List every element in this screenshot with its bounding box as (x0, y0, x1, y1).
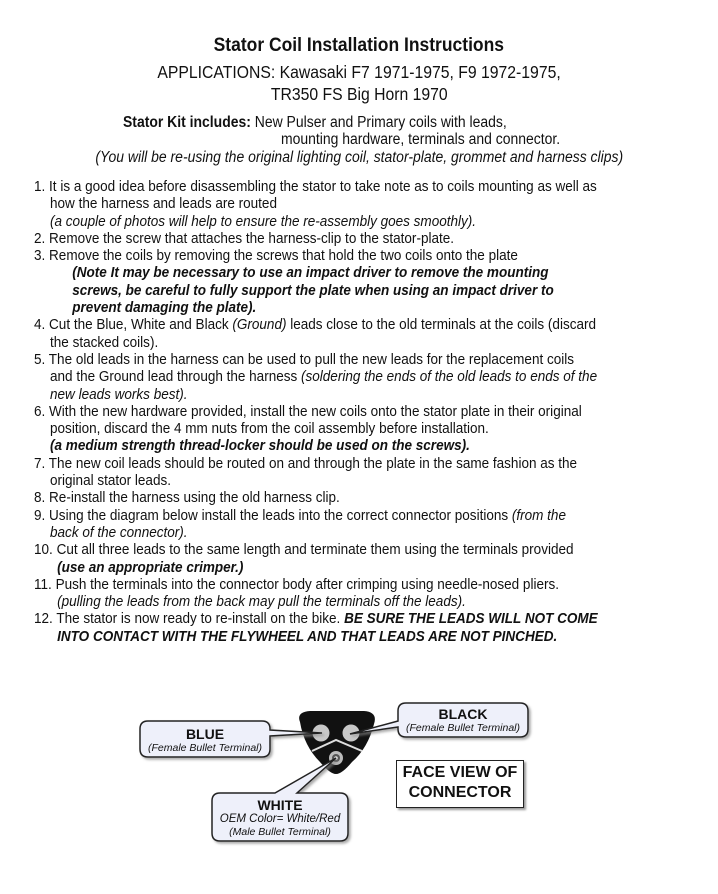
white-terminal-type: (Male Bullet Terminal) (229, 826, 331, 838)
step-number: 4. (34, 316, 46, 334)
step-2: 2. Remove the screw that attaches the harness-clip to the stator-plate. (34, 229, 455, 247)
step-5-line-2: and the Ground lead through the harness (soldering the ends of the old leads to ends of the (50, 368, 598, 386)
step-4-line-2: the stacked coils). (50, 333, 159, 351)
step-3-note-3: prevent damaging the plate). (72, 299, 257, 317)
step-5: 5. The old leads in the harness can be used to pull the new leads for the replacement coils (34, 350, 575, 368)
blue-label: BLUE (185, 726, 225, 742)
step-11: 11. Push the terminals into the connector body after crimping using needle-nosed pliers. (34, 575, 559, 593)
step-7: 7. The new coil leads should be routed on and through the plate in the same fashion as the (34, 454, 578, 472)
step-1-note: (a couple of photos will help to ensure the re-assembly goes smoothly). (50, 212, 477, 230)
step-3-note-1: (Note It may be necessary to use an impact driver to remove the mounting (72, 264, 549, 282)
kit-contents-1: New Pulser and Primary coils with leads, (250, 114, 507, 131)
applications-line-1: APPLICATIONS: Kawasaki F7 1971-1975, F9 1972-1975, (157, 62, 561, 82)
step-4: 4. Cut the Blue, White and Black (Ground) leads close to the old terminals at the coils (discard (34, 316, 597, 334)
step-12-warning: INTO CONTACT WITH THE FLYWHEEL AND THAT LEADS ARE NOT PINCHED. (57, 627, 558, 645)
step-1: 1. It is a good idea before disassembling the stator to take note as to coils mounting as well as (34, 178, 597, 195)
step-12: 12. The stator is now ready to re-install on the bike. BE SURE THE LEADS WILL NOT COME (34, 610, 598, 628)
kit-includes-line-2: mounting hardware, terminals and connector. (281, 131, 561, 148)
step-number: 12. (34, 610, 53, 628)
blue-callout-text (140, 726, 270, 755)
step-5-line-3: new leads works best). (50, 385, 188, 403)
step-9-line-2: back of the connector). (50, 523, 188, 541)
blue-terminal-type: (Female Bullet Terminal) (148, 742, 262, 754)
step-7-line-2: original stator leads. (50, 472, 171, 490)
step-1-line-2: how the harness and leads are routed (50, 195, 277, 213)
step-9: 9. Using the diagram below install the leads into the correct connector positions (from the (34, 506, 566, 524)
connector-face (299, 711, 375, 774)
step-6-note: (a medium strength thread-locker should be used on the screws). (50, 437, 470, 455)
step-number: 5. (34, 350, 46, 368)
step-number: 9. (34, 506, 46, 524)
step-11-note: (pulling the leads from the back may pull the terminals off the leads). (57, 593, 466, 611)
step-number: 8. (34, 489, 46, 507)
step-6: 6. With the new hardware provided, install the new coils onto the stator plate in their original (34, 402, 582, 420)
black-terminal-type: (Female Bullet Terminal) (406, 722, 520, 734)
step-number: 11. (34, 575, 52, 593)
black-label: BLACK (438, 706, 488, 722)
step-number: 10. (34, 541, 53, 559)
step-3: 3. Remove the coils by removing the screws that hold the two coils onto the plate (34, 247, 518, 265)
white-callout-text (212, 797, 348, 839)
step-6-line-2: position, discard the 4 mm nuts from the coil assembly before installation. (50, 420, 489, 438)
step-number: 2. (34, 229, 46, 247)
step-10: 10. Cut all three leads to the same length and terminate them using the terminals provided (34, 541, 574, 559)
face-view-label: FACE VIEW OF CONNECTOR (396, 760, 524, 808)
step-number: 6. (34, 402, 46, 420)
step-3-note-2: screws, be careful to fully support the plate when using an impact driver to (72, 281, 554, 299)
reuse-note: (You will be re-using the original lighting coil, stator-plate, grommet and harness clips) (95, 149, 623, 166)
step-number: 1. (34, 178, 46, 195)
document-title: Stator Coil Installation Instructions (213, 35, 505, 56)
white-oem-color: OEM Color= White/Red (219, 813, 341, 825)
white-label: WHITE (257, 797, 303, 813)
kit-label: Stator Kit includes: (123, 114, 251, 131)
step-number: 7. (34, 454, 46, 472)
step-number: 3. (34, 247, 46, 265)
step-10-note: (use an appropriate crimper.) (57, 558, 244, 576)
step-8: 8. Re-install the harness using the old harness clip. (34, 489, 340, 507)
black-callout-text (398, 706, 528, 735)
applications-line-2: TR350 FS Big Horn 1970 (270, 84, 448, 104)
